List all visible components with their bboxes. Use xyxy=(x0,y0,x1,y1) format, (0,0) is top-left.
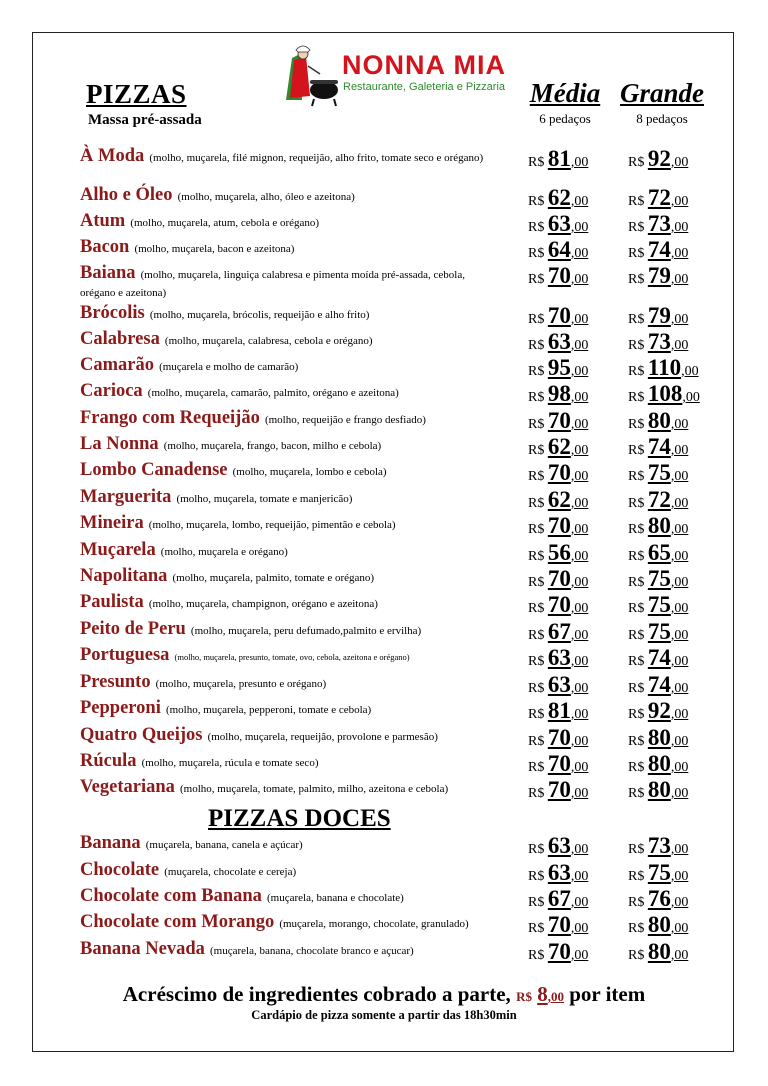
item-name: Baiana xyxy=(80,263,136,283)
menu-item xyxy=(80,237,720,262)
item-name: La Nonna xyxy=(80,434,159,454)
menu-item xyxy=(80,408,720,433)
item-description: (molho, muçarela, champignon, orégano e azeitona) xyxy=(148,598,378,610)
price-media: R$ 70,00 xyxy=(528,777,589,802)
price-grande: R$ 75,00 xyxy=(628,566,689,591)
menu-item xyxy=(80,185,720,210)
menu-item xyxy=(80,833,720,858)
item-description: (molho, muçarela, rúcula e tomate seco) xyxy=(141,757,319,769)
column-sub-grande: 8 pedaços xyxy=(636,111,688,126)
item-name: Mineira xyxy=(80,513,144,533)
price-grande: R$ 74,00 xyxy=(628,645,689,670)
item-description: (molho, muçarela e orégano) xyxy=(160,546,288,558)
item-description: (muçarela, banana, chocolate branco e açucar) xyxy=(210,945,414,957)
item-description: (molho, muçarela, tomate, palmito, milho, azeitona e cebola) xyxy=(179,783,449,795)
price-media: R$ 81,00 xyxy=(528,698,589,723)
price-grande: R$ 92,00 xyxy=(628,698,689,723)
menu-item xyxy=(80,725,720,750)
item-name: Quatro Queijos xyxy=(80,725,203,745)
price-media: R$ 70,00 xyxy=(528,263,589,288)
price-grande: R$ 80,00 xyxy=(628,939,689,964)
menu-item xyxy=(80,513,720,538)
price-media: R$ 70,00 xyxy=(528,912,589,937)
price-grande: R$ 73,00 xyxy=(628,329,689,354)
item-name: Vegetariana xyxy=(80,777,175,797)
price-media: R$ 63,00 xyxy=(528,329,589,354)
menu-item xyxy=(80,303,720,328)
item-name: Banana xyxy=(80,833,141,853)
menu-item xyxy=(80,672,720,697)
price-grande: R$ 80,00 xyxy=(628,408,689,433)
item-name: Brócolis xyxy=(80,303,145,323)
logo-name: NONNA MIA xyxy=(342,50,506,80)
chef-with-cauldron-icon xyxy=(280,44,342,108)
menu-item xyxy=(80,939,720,964)
massa-subtitle: Massa pré-assada xyxy=(88,112,202,128)
column-header-grande xyxy=(616,78,708,127)
price-grande: R$ 65,00 xyxy=(628,540,689,565)
menu-item xyxy=(80,460,720,485)
menu-item xyxy=(80,860,720,885)
price-grande: R$ 75,00 xyxy=(628,592,689,617)
item-name: Lombo Canadense xyxy=(80,460,228,480)
item-description: (molho, muçarela, pepperoni, tomate e cebola) xyxy=(165,704,372,716)
item-name: Peito de Peru xyxy=(80,619,186,639)
menu-item xyxy=(80,645,720,670)
item-description: (muçarela, morango, chocolate, granulado) xyxy=(279,918,469,930)
price-grande: R$ 74,00 xyxy=(628,672,689,697)
item-description: (molho, muçarela, presunto, tomate, ovo, cebola, azeitona e orégano) xyxy=(174,652,410,662)
price-grande: R$ 74,00 xyxy=(628,237,689,262)
price-grande: R$ 80,00 xyxy=(628,513,689,538)
item-description: (muçarela, banana e chocolate) xyxy=(267,892,404,904)
menu-item xyxy=(80,355,720,380)
menu-item xyxy=(80,540,720,565)
column-title-grande: Grande xyxy=(619,78,704,108)
item-name: Frango com Requeijão xyxy=(80,408,260,428)
price-grande: R$ 75,00 xyxy=(628,460,689,485)
item-description: (molho, muçarela, bacon e azeitona) xyxy=(134,243,295,255)
item-description: (molho, muçarela, lombo e cebola) xyxy=(232,466,387,478)
item-description: (muçarela, banana, canela e açúcar) xyxy=(145,839,303,851)
item-description: (molho, muçarela, filé mignon, requeijão, alho frito, tomate seco e orégano) xyxy=(149,152,484,164)
pizzas-title: PIZZAS xyxy=(86,79,187,109)
price-media: R$ 56,00 xyxy=(528,540,589,565)
item-description: (molho, muçarela, brócolis, requeijão e alho frito) xyxy=(149,309,370,321)
item-name: Muçarela xyxy=(80,540,156,560)
item-description: (muçarela e molho de camarão) xyxy=(159,361,299,373)
item-name: Rúcula xyxy=(80,751,137,771)
price-media: R$ 67,00 xyxy=(528,619,589,644)
menu-item xyxy=(80,912,720,937)
price-grande: R$ 79,00 xyxy=(628,263,689,288)
item-name: Presunto xyxy=(80,672,151,692)
price-media: R$ 70,00 xyxy=(528,592,589,617)
pizzas-header xyxy=(86,80,202,129)
menu-item xyxy=(80,146,720,171)
price-media: R$ 63,00 xyxy=(528,211,589,236)
price-grande: R$ 72,00 xyxy=(628,185,689,210)
extra-ingredients-note xyxy=(0,982,768,1007)
item-name: Calabresa xyxy=(80,329,160,349)
item-description: (molho, muçarela, atum, cebola e orégano) xyxy=(130,217,320,229)
price-grande: R$ 79,00 xyxy=(628,303,689,328)
price-media: R$ 70,00 xyxy=(528,460,589,485)
price-media: R$ 62,00 xyxy=(528,185,589,210)
menu-item xyxy=(80,777,720,802)
price-media: R$ 64,00 xyxy=(528,237,589,262)
price-grande: R$ 108,00 xyxy=(628,381,700,406)
price-grande: R$ 73,00 xyxy=(628,211,689,236)
price-grande: R$ 73,00 xyxy=(628,833,689,858)
item-description: (molho, muçarela, lombo, requeijão, pimentão e cebola) xyxy=(148,519,396,531)
price-media: R$ 70,00 xyxy=(528,566,589,591)
menu-item xyxy=(80,751,720,776)
doces-title: PIZZAS DOCES xyxy=(208,805,391,832)
price-media: R$ 81,00 xyxy=(528,146,589,171)
price-media: R$ 62,00 xyxy=(528,487,589,512)
item-description: (molho, muçarela, palmito, tomate e orégano) xyxy=(172,572,375,584)
extra-text: Acréscimo de ingredientes cobrado a parte, xyxy=(122,982,511,1006)
price-grande: R$ 75,00 xyxy=(628,619,689,644)
item-description: (molho, muçarela, tomate e manjericão) xyxy=(176,493,353,505)
price-grande: R$ 110,00 xyxy=(628,355,699,380)
item-name: Carioca xyxy=(80,381,143,401)
price-media: R$ 62,00 xyxy=(528,434,589,459)
price-media: R$ 70,00 xyxy=(528,303,589,328)
menu-item xyxy=(80,886,720,911)
menu-item xyxy=(80,329,720,354)
price-media: R$ 63,00 xyxy=(528,833,589,858)
menu-item xyxy=(80,619,720,644)
item-name: Camarão xyxy=(80,355,154,375)
price-media: R$ 63,00 xyxy=(528,645,589,670)
price-grande: R$ 80,00 xyxy=(628,751,689,776)
column-title-media: Média xyxy=(529,78,601,108)
price-grande: R$ 72,00 xyxy=(628,487,689,512)
item-name: Napolitana xyxy=(80,566,168,586)
column-header-media xyxy=(522,78,608,127)
logo xyxy=(280,44,510,108)
price-media: R$ 95,00 xyxy=(528,355,589,380)
item-description: (molho, muçarela, frango, bacon, milho e cebola) xyxy=(163,440,382,452)
item-name: Chocolate com Morango xyxy=(80,912,275,932)
item-name: Alho e Óleo xyxy=(80,185,173,205)
item-description: (molho, muçarela, presunto e orégano) xyxy=(155,678,327,690)
price-media: R$ 63,00 xyxy=(528,672,589,697)
extra-suffix: por item xyxy=(569,982,646,1006)
price-media: R$ 70,00 xyxy=(528,513,589,538)
price-media: R$ 70,00 xyxy=(528,751,589,776)
price-media: R$ 70,00 xyxy=(528,725,589,750)
item-description: (molho, muçarela, alho, óleo e azeitona) xyxy=(177,191,355,203)
price-grande: R$ 75,00 xyxy=(628,860,689,885)
item-description: (molho, muçarela, linguiça calabresa e pimenta moída pré-assada, cebola, orégano e azeitona) xyxy=(80,269,465,299)
price-grande: R$ 80,00 xyxy=(628,912,689,937)
price-grande: R$ 80,00 xyxy=(628,777,689,802)
item-description: (muçarela, chocolate e cereja) xyxy=(164,866,297,878)
item-description: (molho, muçarela, requeijão, provolone e parmesão) xyxy=(207,731,438,743)
price-media: R$ 70,00 xyxy=(528,408,589,433)
menu-item xyxy=(80,592,720,617)
logo-tagline: Restaurante, Galeteria e Pizzaria xyxy=(343,81,506,93)
item-name: Pepperoni xyxy=(80,698,161,718)
price-media: R$ 98,00 xyxy=(528,381,589,406)
price-grande: R$ 80,00 xyxy=(628,725,689,750)
item-description: (molho, muçarela, peru defumado,palmito e ervilha) xyxy=(190,625,422,637)
menu-item xyxy=(80,265,720,301)
item-name: Marguerita xyxy=(80,487,172,507)
item-name: Bacon xyxy=(80,237,130,257)
menu-item xyxy=(80,566,720,591)
schedule-note: Cardápio de pizza somente a partir das 18h30min xyxy=(251,1008,517,1022)
menu-item xyxy=(80,211,720,236)
menu-item xyxy=(80,434,720,459)
price-grande: R$ 76,00 xyxy=(628,886,689,911)
price-media: R$ 67,00 xyxy=(528,886,589,911)
item-name: Paulista xyxy=(80,592,144,612)
menu-item xyxy=(80,381,720,406)
item-description: (molho, muçarela, camarão, palmito, orégano e azeitona) xyxy=(147,387,399,399)
item-description: (molho, requeijão e frango desfiado) xyxy=(264,414,426,426)
extra-price: R$ 8,00 xyxy=(516,982,564,1006)
menu-item xyxy=(80,698,720,723)
item-name: Atum xyxy=(80,211,126,231)
price-media: R$ 70,00 xyxy=(528,939,589,964)
price-grande: R$ 74,00 xyxy=(628,434,689,459)
item-name: Portuguesa xyxy=(80,645,170,665)
item-name: Chocolate com Banana xyxy=(80,886,262,906)
item-name: Chocolate xyxy=(80,860,160,880)
item-description: (molho, muçarela, calabresa, cebola e orégano) xyxy=(164,335,373,347)
item-name: Banana Nevada xyxy=(80,939,205,959)
price-media: R$ 63,00 xyxy=(528,860,589,885)
column-sub-media: 6 pedaços xyxy=(539,111,591,126)
item-name: À Moda xyxy=(80,146,145,166)
menu-item xyxy=(80,487,720,512)
price-grande: R$ 92,00 xyxy=(628,146,689,171)
